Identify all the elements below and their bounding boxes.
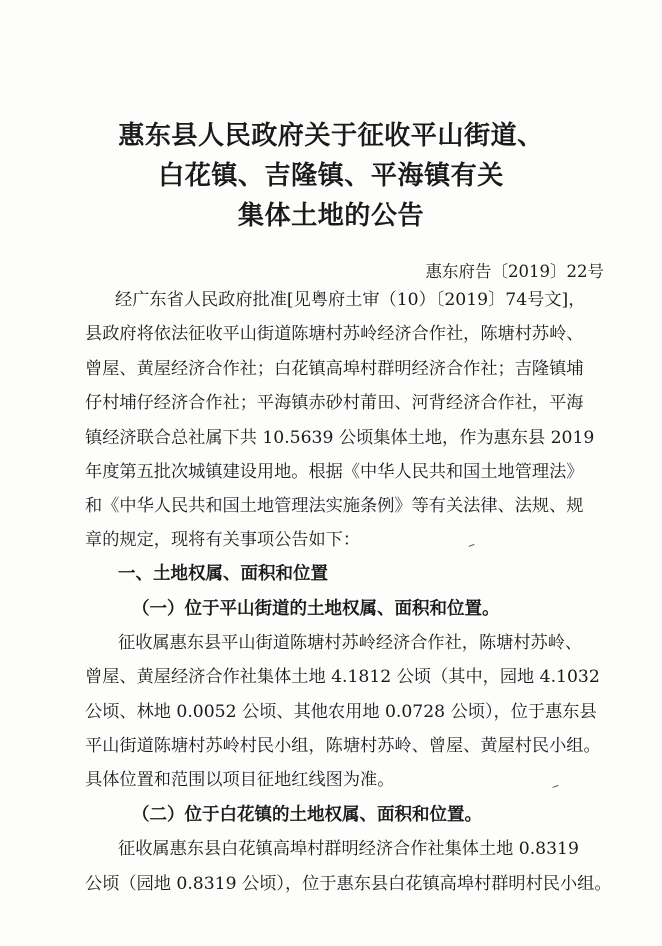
body-line: 具体位置和范围以项目征地红线图为准。 xyxy=(85,770,395,790)
body-line: 章的规定，现将有关事项公告如下： xyxy=(85,530,361,550)
section-heading: 一、土地权属、面积和位置 xyxy=(118,564,328,584)
stray-mark xyxy=(467,541,474,547)
body-line: 征收属惠东县白花镇高埠村群明经济合作社集体土地 0.8319 xyxy=(118,839,579,859)
body-line: 经广东省人民政府批准[见粤府土审（10）〔2019〕74号文]， xyxy=(115,290,586,310)
body-line: 县政府将依法征收平山街道陈塘村苏岭经济合作社，陈塘村苏岭、 xyxy=(85,324,584,344)
body-line: 和《中华人民共和国土地管理法实施条例》等有关法律、法规、规 xyxy=(85,496,584,516)
subsection-heading: （二）位于白花镇的土地权属、面积和位置。 xyxy=(132,805,482,825)
body-line: 曾屋、黄屋经济合作社集体土地 4.1812 公顷（其中，园地 4.1032 xyxy=(85,667,600,687)
body-line: 仔村埔仔经济合作社；平海镇赤砂村莆田、河背经济合作社，平海 xyxy=(85,393,584,413)
subsection-heading: （一）位于平山街道的土地权属、面积和位置。 xyxy=(132,599,500,619)
title-line-3: 集体土地的公告 xyxy=(237,201,425,231)
body-line: 镇经济联合总社属下共 10.5639 公顷集体土地，作为惠东县 2019 xyxy=(85,428,595,448)
body-line: 公顷（园地 0.8319 公顷），位于惠东县白花镇高埠村群明村民小组。 xyxy=(85,874,612,894)
body-line: 平山街道陈塘村苏岭村民小组，陈塘村苏岭、曾屋、黄屋村民小组。 xyxy=(85,736,601,756)
document-number: 惠东府告〔2019〕22号 xyxy=(425,262,604,281)
title-line-2: 白花镇、吉隆镇、平海镇有关 xyxy=(158,161,504,191)
body-line: 公顷、林地 0.0052 公顷、其他农用地 0.0728 公顷），位于惠东县 xyxy=(85,702,597,722)
body-line: 征收属惠东县平山街道陈塘村苏岭经济合作社，陈塘村苏岭、 xyxy=(118,633,583,653)
body-line: 年度第五批次城镇建设用地。根据《中华人民共和国土地管理法》 xyxy=(85,462,584,482)
stray-mark xyxy=(551,782,558,788)
body-line: 曾屋、黄屋经济合作社；白花镇高埠村群明经济合作社；吉隆镇埔 xyxy=(85,359,584,379)
title-line-1: 惠东县人民政府关于征收平山街道、 xyxy=(118,121,544,151)
